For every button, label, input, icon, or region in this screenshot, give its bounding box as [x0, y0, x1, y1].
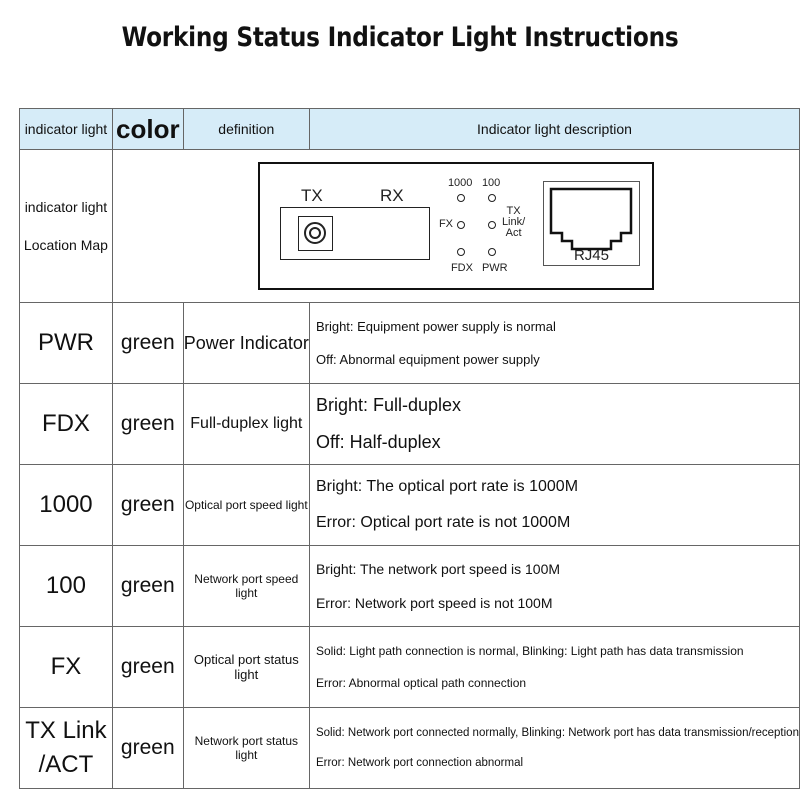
location-map-cell — [112, 150, 799, 303]
indicator-name: 1000 — [20, 465, 113, 546]
description-line: Bright: Equipment power supply is normal — [315, 319, 556, 334]
indicator-description — [309, 627, 799, 708]
indicator-color: green — [112, 546, 183, 627]
optical-port-icon — [280, 207, 430, 260]
table-row — [20, 546, 800, 627]
table-row — [20, 708, 800, 789]
table-row — [20, 384, 800, 465]
indicator-name: FX — [20, 627, 113, 708]
led-1000-label: 1000 — [447, 177, 473, 189]
indicator-color: green — [112, 384, 183, 465]
header-color: color — [112, 109, 183, 150]
description-line: Solid: Light path connection is normal, Blinking: Light path has data transmission — [315, 644, 744, 658]
indicator-color: green — [112, 627, 183, 708]
table-row — [20, 627, 800, 708]
location-map-row — [20, 150, 800, 303]
indicator-description — [309, 303, 799, 384]
description-line: Bright: The network port speed is 100M — [315, 561, 561, 577]
rj45-port-icon — [543, 181, 640, 266]
indicator-name: TX Link /ACT — [20, 708, 113, 789]
indicator-name: PWR — [20, 303, 113, 384]
indicator-name: 100 — [20, 546, 113, 627]
table-row — [20, 303, 800, 384]
led-100-indicator — [488, 194, 496, 202]
description-line: Error: Network port speed is not 100M — [315, 595, 553, 611]
table-row — [20, 465, 800, 546]
indicator-definition: Network port status light — [183, 708, 309, 789]
indicator-definition: Network port speed light — [183, 546, 309, 627]
description-line: Solid: Network port connected normally, Blinking: Network port has data transmission/reception — [315, 727, 799, 739]
led-fdx-indicator — [457, 248, 465, 256]
indicator-definition: Full-duplex light — [183, 384, 309, 465]
indicator-definition: Optical port status light — [183, 627, 309, 708]
rj45-label: RJ45 — [573, 247, 609, 264]
location-map-label-line1: indicator light — [24, 199, 108, 215]
location-map-label — [20, 150, 113, 303]
description-line: Off: Half-duplex — [315, 432, 441, 452]
device-panel-diagram — [258, 162, 654, 290]
led-100-label: 100 — [481, 177, 501, 189]
header-description: Indicator light description — [309, 109, 799, 150]
page-title: Working Status Indicator Light Instructions — [121, 22, 679, 53]
indicator-description — [309, 708, 799, 789]
description-line: Bright: The optical port rate is 1000M — [315, 478, 579, 495]
description-line: Off: Abnormal equipment power supply — [315, 352, 540, 367]
description-line: Bright: Full-duplex — [315, 395, 462, 415]
indicator-table — [19, 108, 800, 789]
tx-label: TX — [300, 186, 323, 205]
indicator-description — [309, 384, 799, 465]
indicator-definition: Optical port speed light — [183, 465, 309, 546]
led-pwr-indicator — [488, 248, 496, 256]
led-fx-label: FX — [438, 218, 453, 230]
indicator-definition: Power Indicator — [183, 303, 309, 384]
led-fx-indicator — [457, 221, 465, 229]
description-line: Error: Optical port rate is not 1000M — [315, 514, 571, 531]
led-tx-link-act-label: TX Link/ Act — [501, 205, 526, 239]
indicator-color: green — [112, 303, 183, 384]
led-1000-indicator — [457, 194, 465, 202]
led-fdx-label: FDX — [450, 262, 473, 274]
header-definition: definition — [183, 109, 309, 150]
indicator-color: green — [112, 465, 183, 546]
indicator-color: green — [112, 708, 183, 789]
indicator-name: FDX — [20, 384, 113, 465]
header-indicator-light: indicator light — [20, 109, 113, 150]
location-map-label-line2: Location Map — [23, 237, 108, 253]
table-header-row — [20, 109, 800, 150]
led-tx-link-act-indicator — [488, 221, 496, 229]
description-line: Error: Network port connection abnormal — [315, 757, 524, 769]
indicator-description — [309, 546, 799, 627]
indicator-description — [309, 465, 799, 546]
rx-label: RX — [379, 186, 404, 205]
description-line: Error: Abnormal optical path connection — [315, 676, 527, 690]
led-pwr-label: PWR — [481, 262, 508, 274]
